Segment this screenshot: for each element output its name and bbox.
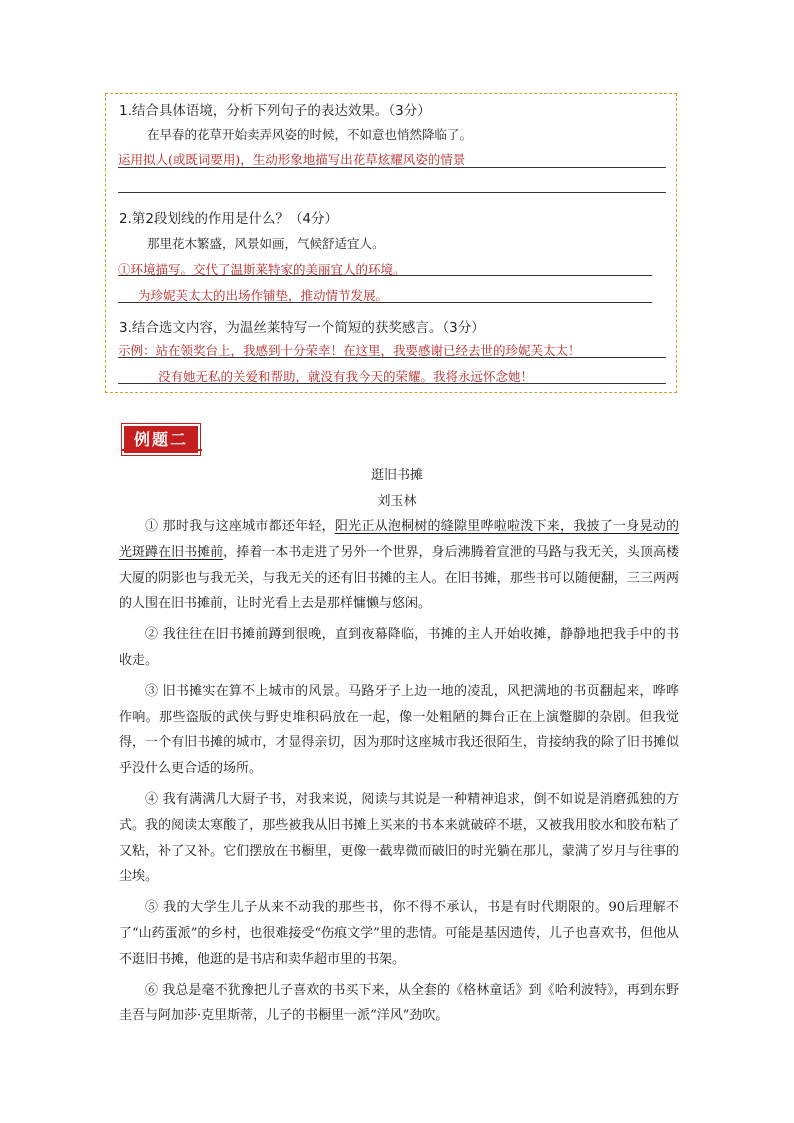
question-2-answer-2: 为珍妮芙太太的出场作铺垫，推动情节发展。	[138, 288, 389, 303]
article-body	[119, 514, 679, 1034]
paragraph-1-rest: ，捧着一本书走进了另外一个世界，身后沸腾着宣泄的马路与我无关，头顶高楼大厦的阴影也与我无关，与我无关的还有旧书摊的主人。在旧书摊，那些书可以随便翻，三三两两的人围在旧书摊前，让时光看上去是那样慵懒与悠闲。	[119, 544, 679, 612]
article-title: 逛旧书摊	[370, 468, 423, 483]
answer-line	[118, 167, 666, 168]
answer-line	[118, 192, 666, 193]
question-2-sentence: 那里花木繁盛，风景如画，气候舒适宜人。	[147, 236, 385, 251]
answer-line	[118, 357, 666, 358]
paragraph-5: ⑤ 我的大学生儿子从来不动我的那些书，你不得不承认，书是有时代期限的。90后理解不了“山药蛋派”的乡村，也很难接受“伤痕文学”里的悲情。可能是基因遗传，儿子也喜欢书，但他从不逛旧书摊，他逛的是书店和卖华超市里的书架。	[119, 900, 679, 967]
article-author: 刘玉林	[377, 494, 417, 509]
paragraph-1-start: ① 那时我与这座城市都还年轻，	[145, 519, 335, 534]
question-2-answer-1: ①环境描写。交代了温斯莱特家的美丽宜人的环境。	[118, 262, 406, 277]
question-3-answer-1: 示例：站在领奖台上，我感到十分荣幸！在这里，我要感谢已经去世的珍妮芙太太！	[118, 343, 581, 358]
question-1-answer: 运用拟人(或既词要用)，生动形象地描写出花草炫耀风姿的情景	[118, 152, 466, 167]
answer-line	[118, 302, 652, 303]
answer-line	[118, 275, 652, 276]
paragraph-2: ② 我往往在旧书摊前蹲到很晚，直到夜幕降临，书摊的主人开始收摊，静静地把我手中的书收走。	[119, 627, 679, 668]
question-3-prompt: 3.结合选文内容，为温丝莱特写一个简短的获奖感言。（3分）	[119, 320, 485, 336]
question-1-prompt: 1.结合具体语境，分析下列句子的表达效果。（3分）	[119, 103, 431, 119]
answer-line	[118, 383, 666, 384]
badge-underline	[122, 449, 202, 451]
question-1-sentence: 在早春的花草开始卖弄风姿的时候，不如意也悄然降临了。	[147, 127, 473, 142]
question-2-prompt: 2.第2段划线的作用是什么？（4分）	[119, 211, 339, 227]
underlined-sentence: 阳光正从泡桐树的缝隙里哗啦啦泼下来，我披了一身晃动的光斑蹲在旧书摊前	[119, 519, 679, 560]
paragraph-6: ⑥ 我总是毫不犹豫把儿子喜欢的书买下来，从全套的《格林童话》到《哈利波特》，再到东野圭吾与阿加莎·克里斯蒂，儿子的书橱里一派“洋风”劲吹。	[119, 982, 679, 1024]
paragraph-4: ④ 我有满满几大厨子书，对我来说，阅读与其说是一种精神追求，倒不如说是消磨孤独的方式。我的阅读太寒酸了，那些被我从旧书摊上买来的书本来就破碎不堪，又被我用胶水和胶布粘了又粘，补了又补。它们摆放在书橱里，更像一截卑微而破旧的时光躺在那儿，蒙满了岁月与往事的尘埃。	[119, 791, 679, 885]
paragraph-3: ③ 旧书摊实在算不上城市的风景。马路牙子上边一地的凌乱，风把满地的书页翻起来，哗哗作响。那些盗版的武侠与野史堆积码放在一起，像一处粗陋的舞台正在上演蹩脚的杂剧。但我觉得，一个有旧书摊的城市，才显得亲切，因为那时这座城市我还很陌生，肯接纳我的除了旧书摊似乎没什么更合适的场所。	[119, 683, 679, 777]
question-3-answer-2: 没有她无私的关爱和帮助，就没有我今天的荣耀。我将永远怀念她！	[158, 369, 534, 384]
example-badge: 例题二	[124, 426, 198, 453]
paragraph-1	[119, 514, 679, 617]
